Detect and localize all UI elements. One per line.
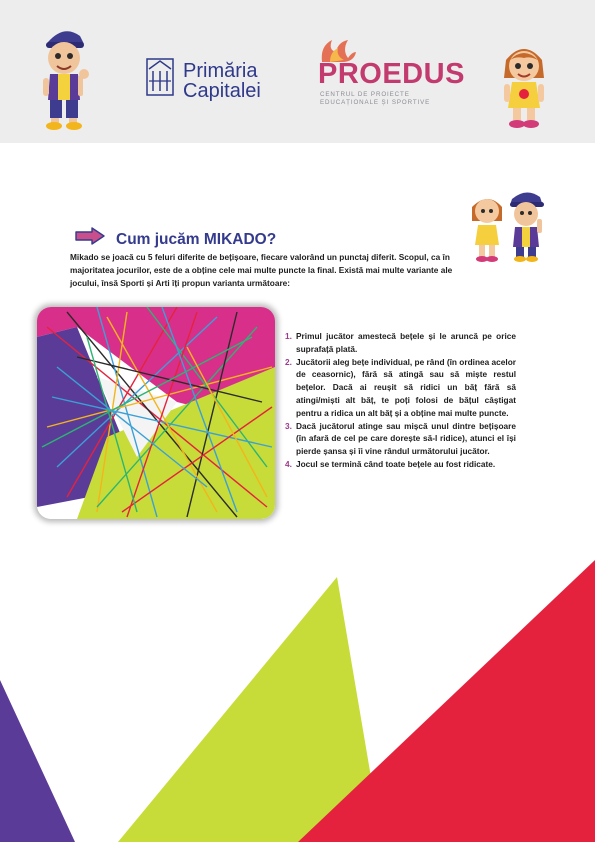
step-text: Jucătorii aleg bețe individual, pe rând (în ordinea acelor de ceasornic), fără să atingă sau să miște restul bețelor. Dacă ai reușit să ridici un băț fără să atingi/miști alt băț, te poți folosi de bățul câștigat pentru a ridica un alt băț și a obține mai multe puncte. xyxy=(296,356,516,418)
list-item xyxy=(285,330,516,356)
step-number: 2. xyxy=(285,356,292,367)
primaria-logo-text xyxy=(183,61,261,101)
city-hall-emblem-icon xyxy=(145,57,177,97)
proedus-logo-title: PROEDUS xyxy=(318,58,465,90)
list-item xyxy=(285,420,516,458)
primaria-name-line1: Primăria xyxy=(183,60,258,82)
pink-right-arrow-icon xyxy=(75,227,105,245)
step-number: 3. xyxy=(285,420,292,431)
intro-paragraph: Mikado se joacă cu 5 feluri diferite de bețișoare, fiecare valorând un punctaj diferit. Scopul, ca în majoritatea jocurilor, este de a obține cele mai multe puncte la final. Există mai multe variante ale jocului, însă Sporti și Arti îți propun varianta următoare: xyxy=(70,252,453,288)
list-item xyxy=(285,356,516,420)
boy-mascot-icon xyxy=(34,22,94,130)
step-text: Primul jucător amestecă bețele și le aruncă pe orice suprafață plată. xyxy=(296,331,516,354)
purple-triangle xyxy=(0,680,75,842)
primaria-name-line2: Capitalei xyxy=(183,80,261,102)
step-number: 4. xyxy=(285,458,292,469)
steps-list xyxy=(285,330,516,471)
girl-mascot-icon xyxy=(496,38,552,130)
step-text: Jocul se termină când toate bețele au fost ridicate. xyxy=(296,458,496,469)
step-number: 1. xyxy=(285,331,292,341)
section-title: Cum jucăm MIKADO? xyxy=(116,231,277,248)
proedus-logo-subtitle: CENTRUL DE PROIECTE EDUCAȚIONALE ȘI SPORTIVE xyxy=(320,91,431,106)
decorative-triangles xyxy=(0,560,595,842)
list-item xyxy=(285,458,516,471)
mikado-photo xyxy=(37,307,275,519)
step-text: Dacă jucătorul atinge sau mișcă unul dintre bețișoare (în afară de cel pe care dorește să-l ridice), atunci el își pierde șansa și îi vine rândul următorului jucător. xyxy=(296,420,516,457)
